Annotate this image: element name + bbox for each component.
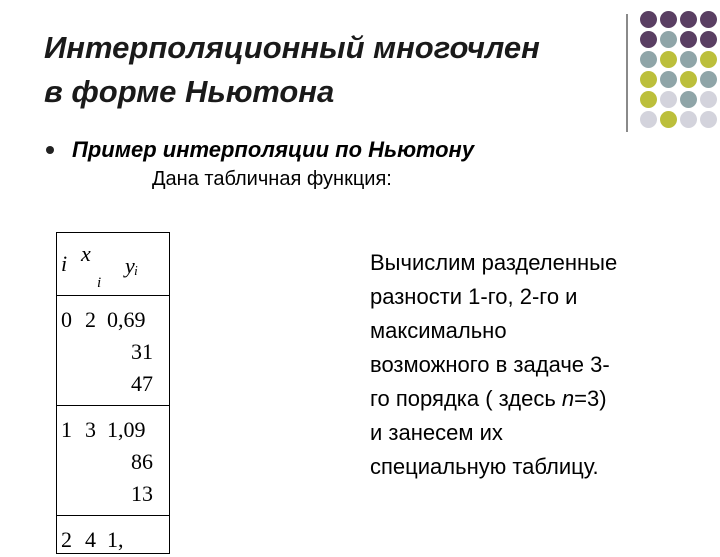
- header-y: yᵢ: [125, 253, 139, 278]
- decorative-dot: [680, 51, 697, 68]
- decorative-dot: [700, 51, 717, 68]
- decorative-dot: [660, 111, 677, 128]
- decorative-dot: [700, 31, 717, 48]
- bullet-heading: Пример интерполяции по Ньютону: [72, 137, 475, 162]
- header-x: x: [81, 241, 91, 266]
- decorative-dot: [680, 91, 697, 108]
- decorative-dot: [640, 11, 657, 28]
- decorative-dot: [700, 11, 717, 28]
- decorative-dot: [640, 91, 657, 108]
- decorative-dot: [680, 111, 697, 128]
- title-line-2: в форме Ньютона: [44, 74, 335, 109]
- decorative-dot: [680, 11, 697, 28]
- decorative-dot: [640, 31, 657, 48]
- decorative-dot: [700, 111, 717, 128]
- decorative-dot: [660, 31, 677, 48]
- slide-title: [44, 26, 624, 114]
- explanation-line: возможного в задаче 3-: [370, 352, 610, 377]
- row-0-y-part3: 47: [131, 371, 153, 396]
- decorative-dot: [660, 71, 677, 88]
- explanation-line: и занесем их: [370, 420, 503, 445]
- table-divider: [57, 515, 169, 516]
- row-1-y-part3: 13: [131, 481, 153, 506]
- variable-n: n: [561, 386, 575, 411]
- row-0-x: 2: [85, 307, 96, 332]
- row-2-x: 4: [85, 527, 96, 552]
- decorative-dot: [660, 91, 677, 108]
- decorative-dot: [700, 91, 717, 108]
- explanation-line: максимально: [370, 318, 507, 343]
- decorative-divider: [626, 14, 628, 132]
- decorative-dot: [700, 71, 717, 88]
- decorative-dot: [640, 111, 657, 128]
- row-0-i: 0: [61, 307, 72, 332]
- explanation-text: [370, 246, 700, 484]
- decorative-dot: [680, 31, 697, 48]
- row-1-i: 1: [61, 417, 72, 442]
- row-0-y-part1: 0,69: [107, 307, 146, 332]
- header-x-subscript: i: [97, 275, 102, 291]
- decorative-dot: [660, 51, 677, 68]
- table-divider: [57, 295, 169, 296]
- bullet-icon: [46, 146, 54, 154]
- row-1-x: 3: [85, 417, 96, 442]
- decorative-dot: [640, 51, 657, 68]
- explanation-fragment: =3): [574, 386, 607, 411]
- header-i: i: [61, 251, 68, 276]
- explanation-line: разности 1-го, 2-го и: [370, 284, 578, 309]
- explanation-line: [370, 382, 700, 416]
- decorative-dot: [680, 71, 697, 88]
- function-table: [56, 232, 170, 554]
- title-line-1: Интерполяционный многочлен: [44, 30, 540, 65]
- table-divider: [57, 405, 169, 406]
- explanation-line: специальную таблицу.: [370, 454, 599, 479]
- row-1-y-part2: 86: [131, 449, 153, 474]
- row-1-y-part1: 1,09: [107, 417, 146, 442]
- decorative-dot: [640, 71, 657, 88]
- row-2-y-part1: 1,: [107, 527, 124, 552]
- explanation-fragment: го порядка ( здесь: [370, 386, 562, 411]
- row-0-y-part2: 31: [131, 339, 153, 364]
- bullet-subheading: Дана табличная функция:: [152, 168, 392, 190]
- decorative-dot: [660, 11, 677, 28]
- row-2-i: 2: [61, 527, 72, 552]
- explanation-line: Вычислим разделенные: [370, 250, 618, 275]
